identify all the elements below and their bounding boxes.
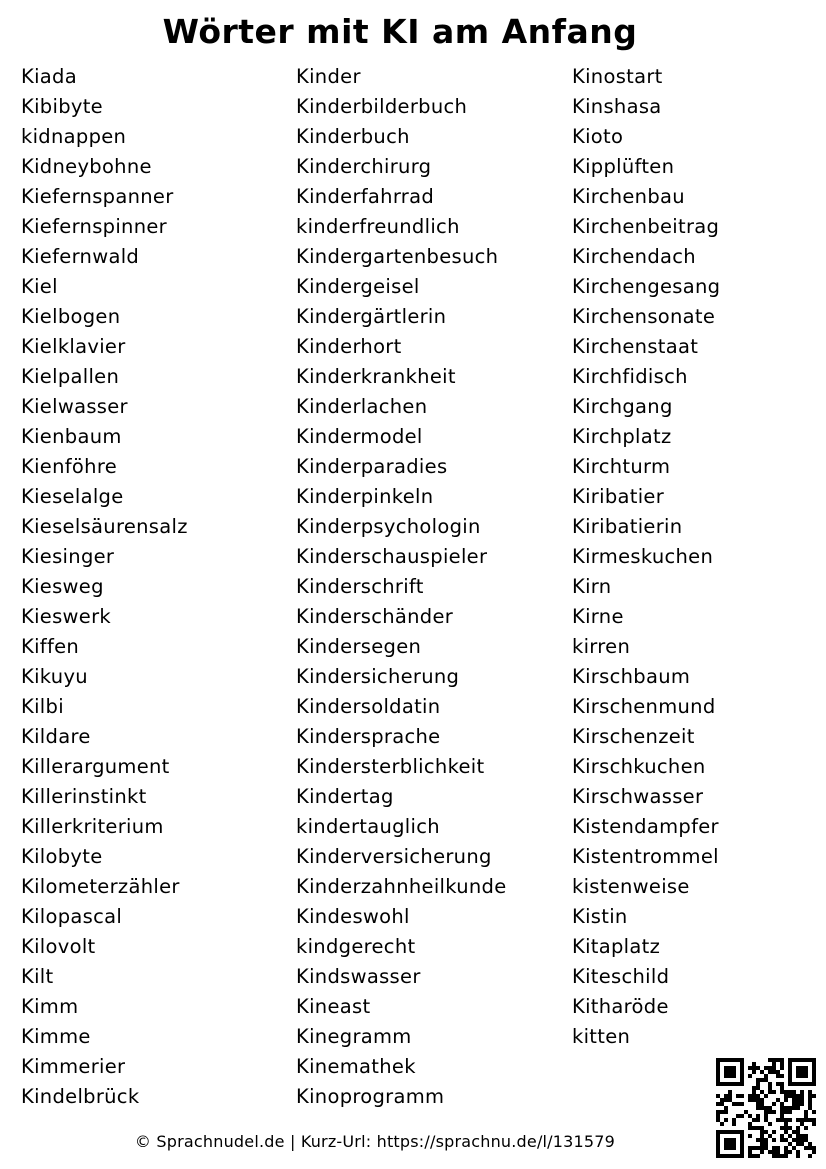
- page-title: Wörter mit KI am Anfang: [162, 12, 638, 51]
- word-list-item: Killerinstinkt: [21, 785, 147, 808]
- word-list-item: Kiribatierin: [572, 515, 683, 538]
- word-list-item: Kinderchirurg: [296, 155, 432, 178]
- word-list-item: Kindersegen: [296, 635, 422, 658]
- word-list-item: Kilt: [21, 965, 54, 988]
- word-list-item: kidnappen: [21, 125, 127, 148]
- word-list-item: Kinderparadies: [296, 455, 448, 478]
- word-list-item: Kiteschild: [572, 965, 670, 988]
- word-list-item: Kimmerier: [21, 1055, 126, 1078]
- word-list-item: Kinderschauspieler: [296, 545, 488, 568]
- word-list-item: Kirchenstaat: [572, 335, 699, 358]
- word-list-item: Kirchfidisch: [572, 365, 688, 388]
- word-list-item: Kielwasser: [21, 395, 128, 418]
- word-list-item: Kistendampfer: [572, 815, 719, 838]
- qr-code-icon[interactable]: [716, 1058, 816, 1158]
- word-list-item: Kinderpsychologin: [296, 515, 481, 538]
- word-list-item: Kilopascal: [21, 905, 123, 928]
- word-list-item: Kienbaum: [21, 425, 122, 448]
- word-list-item: Kindergeisel: [296, 275, 420, 298]
- word-list-item: Kindersoldatin: [296, 695, 441, 718]
- word-list-item: Kinderpinkeln: [296, 485, 434, 508]
- word-list-item: Kindswasser: [296, 965, 421, 988]
- word-list-item: Kiesweg: [21, 575, 104, 598]
- word-list-item: Kinemathek: [296, 1055, 416, 1078]
- word-list-item: Kirchengesang: [572, 275, 721, 298]
- word-list-item: Kirchenbeitrag: [572, 215, 720, 238]
- word-list-item: Kildare: [21, 725, 91, 748]
- word-list-item: Kirchplatz: [572, 425, 672, 448]
- word-list-item: Kinderschrift: [296, 575, 424, 598]
- word-list-item: kitten: [572, 1025, 631, 1048]
- word-list-item: Kimm: [21, 995, 79, 1018]
- word-list-item: Kinderzahnheilkunde: [296, 875, 507, 898]
- word-list-item: Kindertag: [296, 785, 394, 808]
- word-list-item: Kinoprogramm: [296, 1085, 445, 1108]
- word-list-item: Kitaplatz: [572, 935, 661, 958]
- word-list-item: Kienföhre: [21, 455, 118, 478]
- word-list-item: Kiefernspanner: [21, 185, 174, 208]
- word-list-item: Kiesinger: [21, 545, 115, 568]
- word-list-item: Kirschenzeit: [572, 725, 695, 748]
- word-list-item: Kinderfahrrad: [296, 185, 435, 208]
- word-list-item: Kindersicherung: [296, 665, 460, 688]
- word-list-item: kistenweise: [572, 875, 690, 898]
- word-column-3: [572, 62, 720, 1052]
- word-list-item: kindgerecht: [296, 935, 416, 958]
- word-list-item: kindertauglich: [296, 815, 440, 838]
- word-list-item: Kistin: [572, 905, 628, 928]
- word-list-item: Kitharöde: [572, 995, 669, 1018]
- word-list-item: kirren: [572, 635, 631, 658]
- word-list-item: Kinderkrankheit: [296, 365, 456, 388]
- word-list-item: Kieselalge: [21, 485, 124, 508]
- word-list-item: Kielklavier: [21, 335, 126, 358]
- word-list-item: Kielbogen: [21, 305, 121, 328]
- word-list-item: Kiefernspinner: [21, 215, 167, 238]
- word-list-item: Kinshasa: [572, 95, 662, 118]
- word-list-item: Killerargument: [21, 755, 170, 778]
- word-list-item: Kikuyu: [21, 665, 88, 688]
- word-list-item: Kinderschänder: [296, 605, 454, 628]
- word-list-item: Kinder: [296, 65, 361, 88]
- word-list-item: Killerkriterium: [21, 815, 164, 838]
- word-list-item: Kielpallen: [21, 365, 120, 388]
- word-list-item: Kindergartenbesuch: [296, 245, 499, 268]
- word-column-1: [21, 62, 188, 1112]
- word-list-item: kinderfreundlich: [296, 215, 460, 238]
- word-list-item: Kirschenmund: [572, 695, 716, 718]
- word-list-item: Kimme: [21, 1025, 91, 1048]
- word-list-item: Kirschbaum: [572, 665, 691, 688]
- word-list-item: Kirschkuchen: [572, 755, 706, 778]
- word-list-item: Kirchenbau: [572, 185, 685, 208]
- word-list-item: Kineast: [296, 995, 371, 1018]
- word-list-item: Kiel: [21, 275, 58, 298]
- word-list-item: Kirchturm: [572, 455, 671, 478]
- word-list-item: Kirmeskuchen: [572, 545, 714, 568]
- word-column-2: [296, 62, 507, 1112]
- word-list-item: Kindelbrück: [21, 1085, 140, 1108]
- word-list-item: Kinderhort: [296, 335, 402, 358]
- word-list-item: Kirchendach: [572, 245, 696, 268]
- word-list-item: Kieselsäurensalz: [21, 515, 188, 538]
- word-list-item: Kipplüften: [572, 155, 675, 178]
- footer-credit: © Sprachnudel.de | Kurz-Url: https://sprachnu.de/l/131579: [134, 1132, 616, 1151]
- word-list-item: Kinderversicherung: [296, 845, 492, 868]
- word-list-item: Kilovolt: [21, 935, 96, 958]
- word-list-item: Kioto: [572, 125, 624, 148]
- word-list-item: Kindergärtlerin: [296, 305, 447, 328]
- word-list-item: Kirne: [572, 605, 624, 628]
- word-list-item: Kirn: [572, 575, 612, 598]
- word-list-item: Kinegramm: [296, 1025, 412, 1048]
- word-list-item: Kieswerk: [21, 605, 112, 628]
- word-list-item: Kirschwasser: [572, 785, 704, 808]
- word-list-item: Kindeswohl: [296, 905, 410, 928]
- word-list-item: Kiefernwald: [21, 245, 140, 268]
- word-list-item: Kiffen: [21, 635, 80, 658]
- word-list-item: Kibibyte: [21, 95, 103, 118]
- word-list-item: Kilbi: [21, 695, 64, 718]
- word-list-item: Kindermodel: [296, 425, 423, 448]
- word-list-item: Kinostart: [572, 65, 663, 88]
- word-list-item: Kiribatier: [572, 485, 665, 508]
- word-list-item: Kiada: [21, 65, 77, 88]
- word-list-item: Kinderlachen: [296, 395, 428, 418]
- word-list-item: Kistentrommel: [572, 845, 719, 868]
- word-list-item: Kidneybohne: [21, 155, 152, 178]
- word-list-item: Kinderbuch: [296, 125, 410, 148]
- word-list-item: Kindersterblichkeit: [296, 755, 485, 778]
- word-list-item: Kilometerzähler: [21, 875, 180, 898]
- word-list-item: Kinderbilderbuch: [296, 95, 468, 118]
- word-list-item: Kindersprache: [296, 725, 441, 748]
- word-list-item: Kirchgang: [572, 395, 673, 418]
- word-list-item: Kilobyte: [21, 845, 103, 868]
- word-list-item: Kirchensonate: [572, 305, 716, 328]
